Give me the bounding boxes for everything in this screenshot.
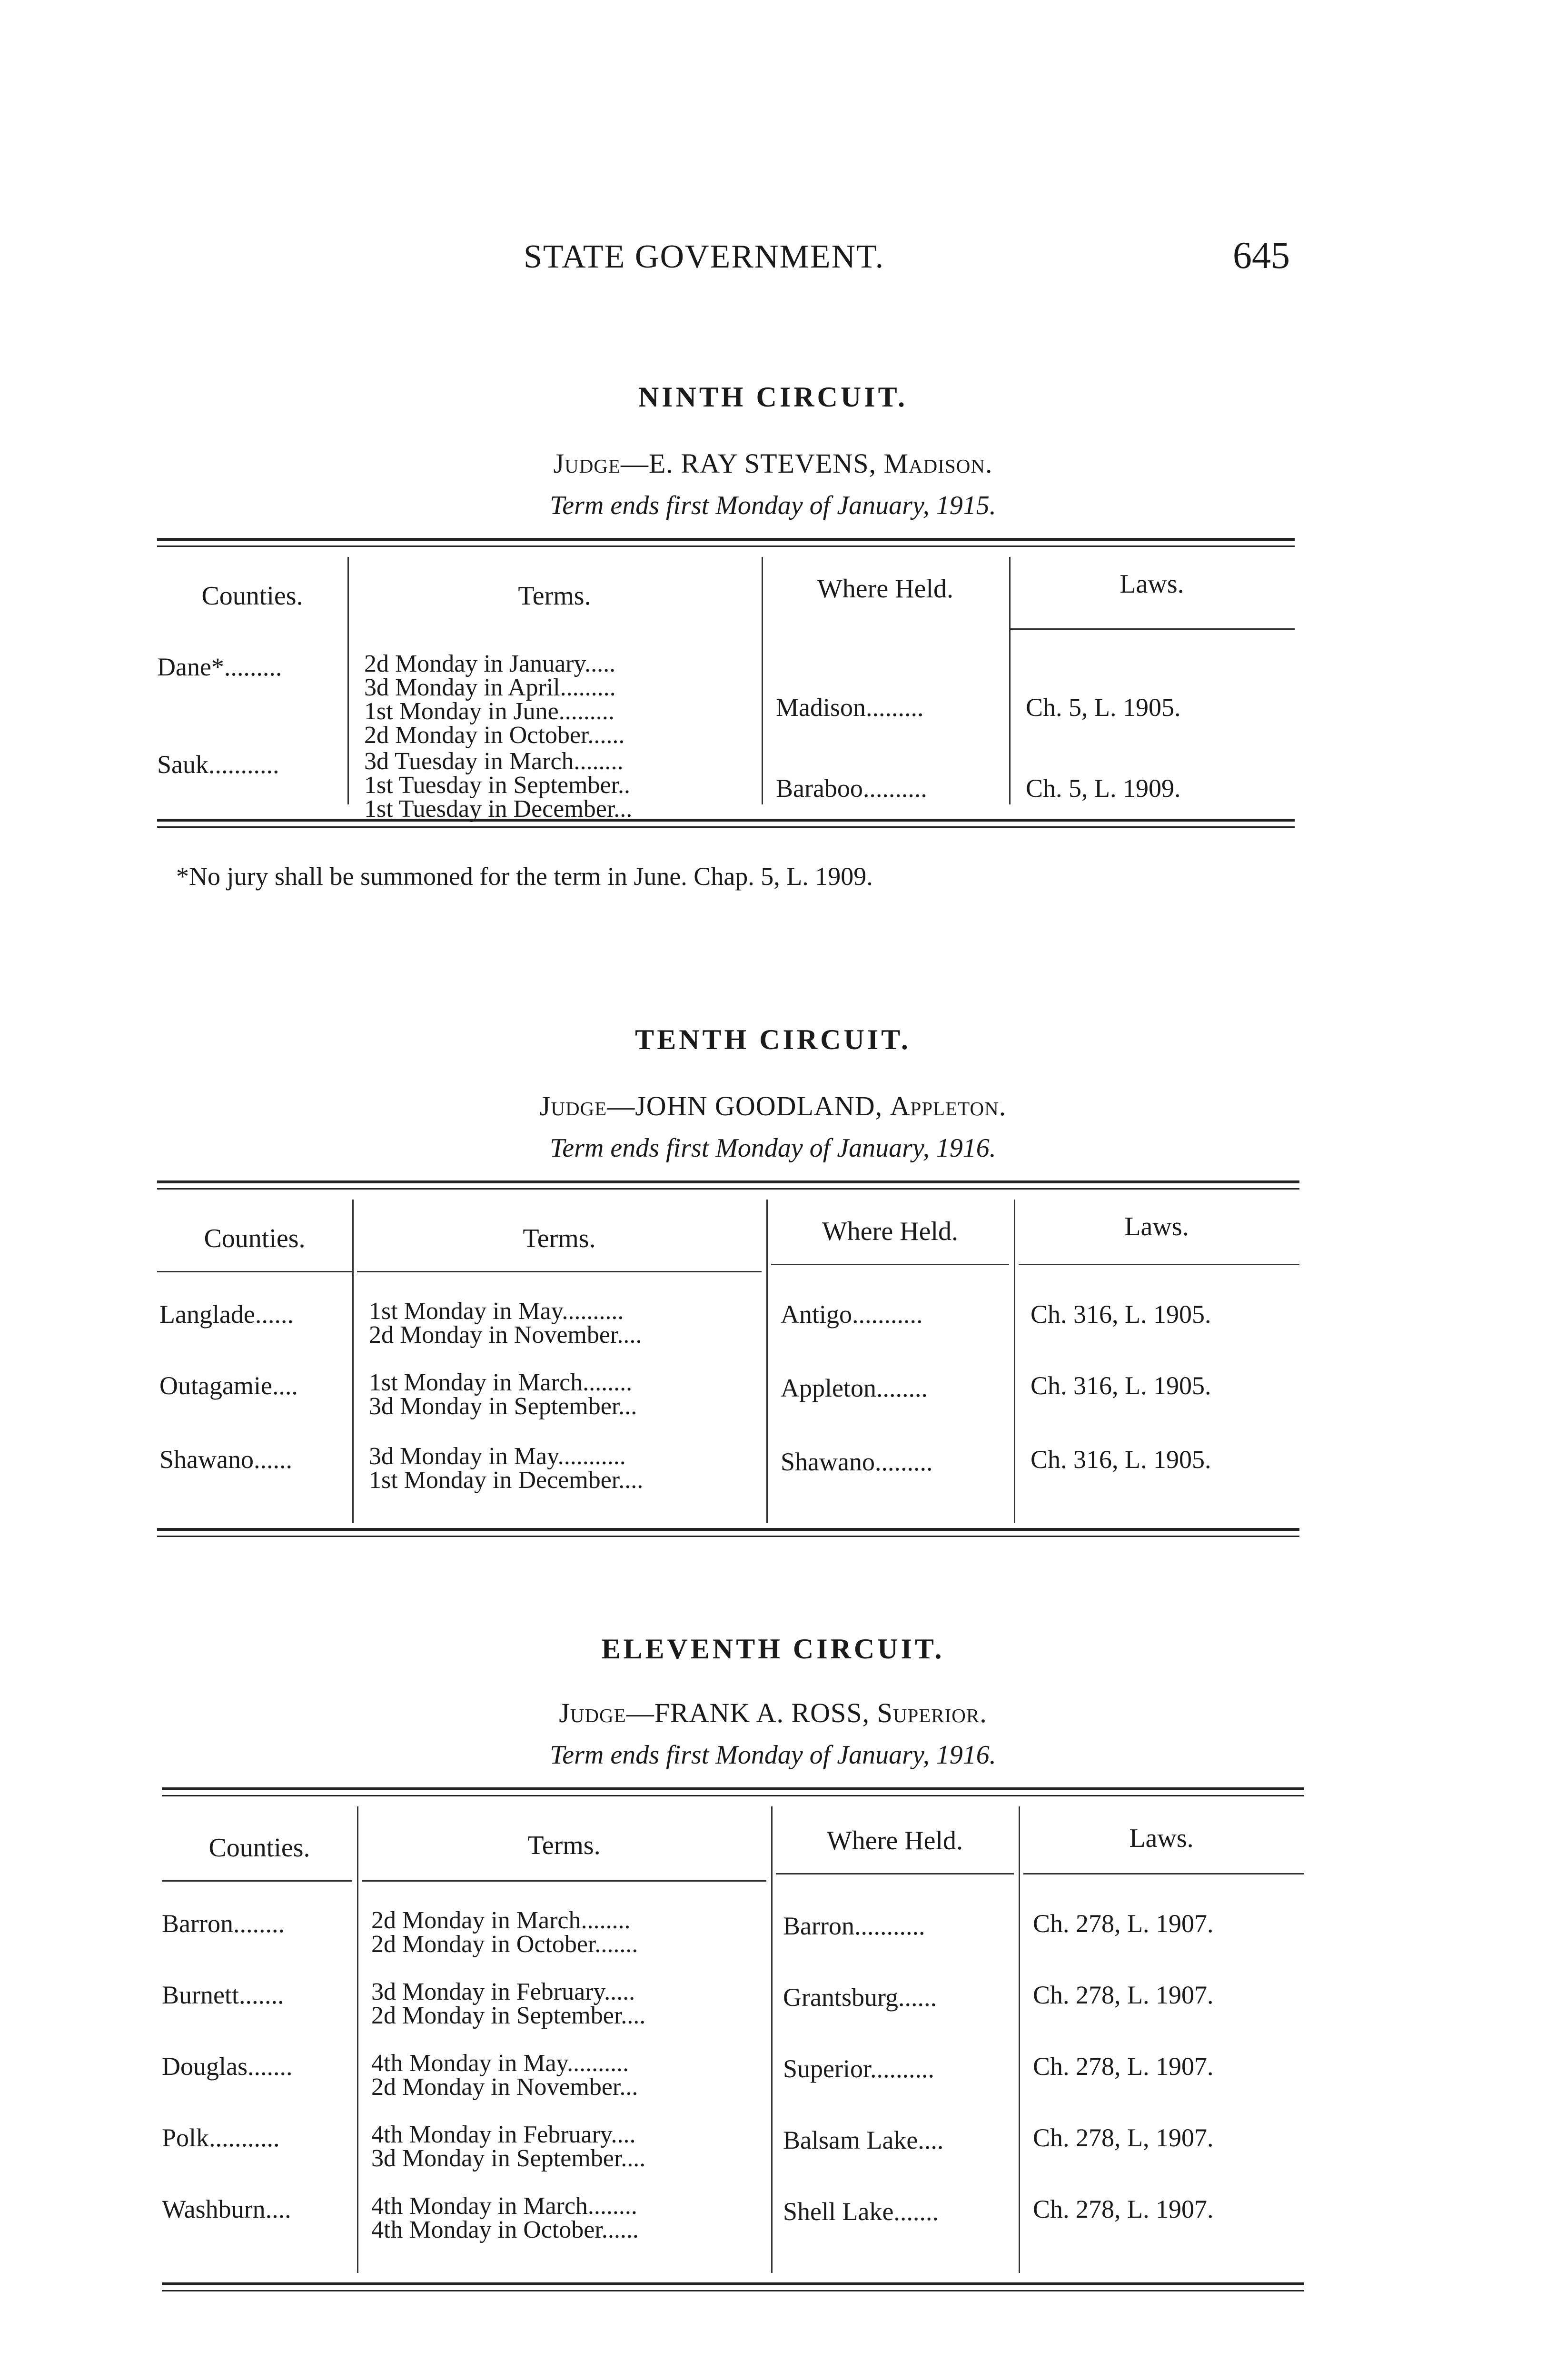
- county-cell: Douglas.......: [162, 2052, 293, 2081]
- eleventh-circuit-table: [162, 1787, 1304, 2292]
- laws-cell: Ch. 316, L. 1905.: [1031, 1371, 1211, 1400]
- county-cell: Outagamie....: [159, 1371, 298, 1400]
- header-where-held: Where Held.: [822, 1217, 959, 1246]
- laws-cell: Ch. 316, L. 1905.: [1031, 1445, 1211, 1474]
- terms-cell: 3d Monday in May........... 1st Monday in December....: [369, 1443, 644, 1494]
- section-title: TENTH CIRCUIT.: [635, 1024, 911, 1055]
- header-laws: Laws.: [1124, 1212, 1189, 1241]
- county-cell: Polk...........: [162, 2123, 280, 2152]
- where-held-cell: Antigo...........: [781, 1300, 923, 1329]
- county-cell: Washburn....: [162, 2195, 291, 2223]
- terms-cell: 4th Monday in February.... 3d Monday in September....: [371, 2121, 646, 2172]
- where-held-cell: Madison.........: [776, 693, 924, 722]
- header-terms: Terms.: [527, 1831, 601, 1860]
- running-title: STATE GOVERNMENT.: [524, 238, 885, 275]
- header-rule: [776, 1873, 1014, 1874]
- terms-cell: 3d Tuesday in March........ 1st Tuesday in September.. 1st Tuesday in December...: [364, 748, 633, 823]
- section-title: NINTH CIRCUIT.: [638, 381, 908, 413]
- header-laws: Laws.: [1120, 569, 1184, 599]
- header-rule: [362, 1880, 766, 1882]
- header-counties: Counties.: [201, 581, 303, 611]
- header-terms: Terms.: [523, 1224, 596, 1253]
- header-where-held: Where Held.: [826, 1826, 963, 1855]
- header-rule: [1023, 1873, 1304, 1874]
- column-divider: [1019, 1806, 1020, 2273]
- laws-cell: Ch. 316, L. 1905.: [1031, 1300, 1211, 1329]
- header-rule: [157, 1271, 352, 1272]
- header-terms: Terms.: [518, 581, 591, 611]
- term-ends: Term ends first Monday of January, 1916.: [550, 1740, 996, 1770]
- header-counties: Counties.: [204, 1224, 306, 1253]
- terms-cell: 2d Monday in January..... 3d Monday in April......... 1st Monday in June......... 2d Monday in October......: [364, 650, 625, 749]
- laws-cell: Ch. 278, L, 1907.: [1033, 2123, 1214, 2152]
- county-cell: Shawano......: [159, 1445, 292, 1474]
- header-where-held: Where Held.: [817, 574, 954, 604]
- header-laws: Laws.: [1129, 1824, 1194, 1853]
- header-rule: [771, 1264, 1009, 1265]
- terms-cell: 2d Monday in March........ 2d Monday in October.......: [371, 1907, 638, 1958]
- column-divider: [1014, 1200, 1015, 1523]
- laws-cell: Ch. 278, L. 1907.: [1033, 1909, 1214, 1938]
- laws-cell: Ch. 278, L. 1907.: [1033, 2052, 1214, 2081]
- laws-cell: Ch. 278, L. 1907.: [1033, 1981, 1214, 2009]
- table-bottom-rule: [162, 2282, 1304, 2285]
- running-header: [0, 235, 1546, 290]
- where-held-cell: Baraboo..........: [776, 774, 927, 803]
- ninth-circuit-table: [157, 538, 1295, 823]
- laws-cell: Ch. 278, L. 1907.: [1033, 2195, 1214, 2223]
- where-held-cell: Balsam Lake....: [783, 2126, 944, 2154]
- where-held-cell: Barron...........: [783, 1912, 925, 1940]
- header-rule: [1009, 628, 1295, 630]
- term-ends: Term ends first Monday of January, 1915.: [550, 491, 996, 520]
- header-rule: [357, 1271, 762, 1272]
- table-bottom-rule: [157, 1528, 1299, 1531]
- where-held-cell: Shell Lake.......: [783, 2197, 939, 2226]
- term-ends: Term ends first Monday of January, 1916.: [550, 1133, 996, 1163]
- header-rule: [162, 1880, 352, 1882]
- terms-cell: 3d Monday in February..... 2d Monday in September....: [371, 1978, 646, 2029]
- column-divider: [771, 1806, 773, 2273]
- where-held-cell: Appleton........: [781, 1374, 928, 1402]
- where-held-cell: Shawano.........: [781, 1448, 933, 1476]
- header-counties: Counties.: [208, 1833, 310, 1863]
- terms-cell: 4th Monday in March........ 4th Monday in October......: [371, 2192, 639, 2243]
- laws-cell: Ch. 5, L. 1905.: [1026, 693, 1181, 722]
- header-rule: [1019, 1264, 1299, 1265]
- where-held-cell: Superior..........: [783, 2054, 934, 2083]
- column-divider: [357, 1806, 358, 2273]
- table-bottom-rule: [157, 819, 1295, 822]
- table-top-rule: [162, 1787, 1304, 1790]
- column-divider: [766, 1200, 768, 1523]
- tenth-circuit-table: [157, 1180, 1299, 1542]
- section-title: ELEVENTH CIRCUIT.: [601, 1633, 945, 1665]
- page-number: 645: [1233, 235, 1290, 277]
- county-cell: Burnett.......: [162, 1981, 284, 2009]
- judge-line: Judge—E. RAY STEVENS, Madison.: [553, 448, 993, 479]
- footnote: *No jury shall be summoned for the term in June. Chap. 5, L. 1909.: [176, 862, 873, 891]
- county-cell: Barron........: [162, 1909, 285, 1938]
- laws-cell: Ch. 5, L. 1909.: [1026, 774, 1181, 803]
- terms-cell: 4th Monday in May.......... 2d Monday in November...: [371, 2050, 638, 2101]
- county-cell: Langlade......: [159, 1300, 294, 1329]
- table-top-rule: [157, 1180, 1299, 1183]
- table-top-rule: [157, 538, 1295, 541]
- terms-cell: 1st Monday in May.......... 2d Monday in November....: [369, 1298, 642, 1349]
- where-held-cell: Grantsburg......: [783, 1983, 937, 2012]
- terms-cell: 1st Monday in March........ 3d Monday in September...: [369, 1369, 637, 1420]
- county-cell: Sauk...........: [157, 750, 279, 779]
- county-cell: Dane*.........: [157, 653, 282, 681]
- judge-line: Judge—FRANK A. ROSS, Superior.: [559, 1697, 987, 1728]
- judge-line: Judge—JOHN GOODLAND, Appleton.: [539, 1091, 1007, 1121]
